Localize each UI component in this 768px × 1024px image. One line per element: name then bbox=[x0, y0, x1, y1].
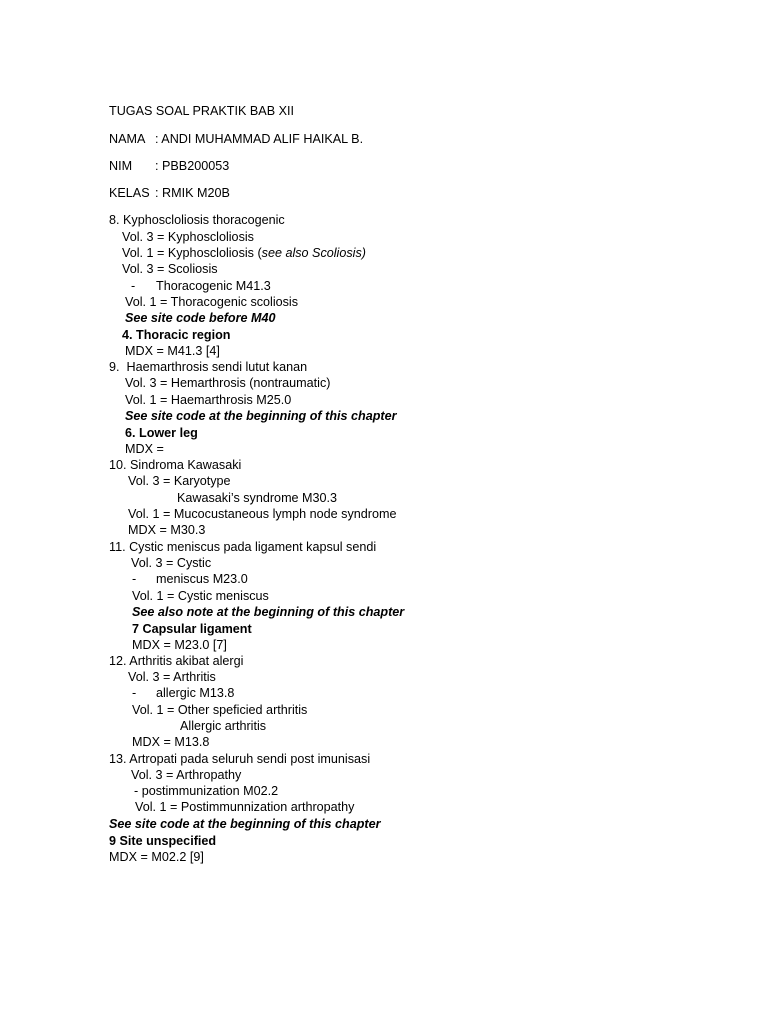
q8-line: Vol. 3 = Kyphoscloliosis bbox=[122, 230, 254, 244]
nama-label: NAMA bbox=[109, 132, 146, 146]
q8-line: Vol. 1 = Thoracogenic scoliosis bbox=[125, 295, 299, 309]
q12-mdx: MDX = M13.8 bbox=[132, 735, 210, 749]
document-title: TUGAS SOAL PRAKTIK BAB XII bbox=[109, 104, 294, 118]
q8-line-italic: see also Scoliosis) bbox=[261, 246, 366, 260]
q12-line: Vol. 1 = Other speficied arthritis bbox=[132, 703, 308, 717]
q12-heading: 12. Arthritis akibat alergi bbox=[109, 654, 244, 668]
q8-line bbox=[122, 246, 366, 261]
q11-note: See also note at the beginning of this chapter bbox=[132, 605, 405, 619]
q11-line: meniscus M23.0 bbox=[156, 572, 248, 586]
q12-line: Allergic arthritis bbox=[180, 719, 267, 733]
q9-heading: 9. Haemarthrosis sendi lutut kanan bbox=[109, 360, 308, 374]
q10-line: Vol. 3 = Karyotype bbox=[128, 474, 231, 488]
nim-label: NIM bbox=[109, 159, 133, 173]
q11-site: 7 Capsular ligament bbox=[132, 622, 252, 636]
nama-value: : ANDI MUHAMMAD ALIF HAIKAL B. bbox=[155, 132, 364, 146]
q13-line: Vol. 3 = Arthropathy bbox=[131, 768, 242, 782]
nim-value: : PBB200053 bbox=[155, 159, 230, 173]
q13-site: 9 Site unspecified bbox=[109, 834, 217, 848]
q8-line: Thoracogenic M41.3 bbox=[156, 279, 271, 293]
q8-heading: 8. Kyphoscloliosis thoracogenic bbox=[109, 213, 285, 227]
q12-line: Vol. 3 = Arthritis bbox=[128, 670, 216, 684]
q8-site: 4. Thoracic region bbox=[122, 328, 231, 342]
q11-dash: - bbox=[132, 572, 137, 586]
q9-line: Vol. 3 = Hemarthrosis (nontraumatic) bbox=[125, 376, 331, 390]
q10-line: Kawasaki’s syndrome M30.3 bbox=[177, 491, 338, 505]
q13-line: - postimmunization M02.2 bbox=[134, 784, 279, 798]
q8-mdx: MDX = M41.3 [4] bbox=[125, 344, 220, 358]
q8-line-text: Vol. 1 = Kyphoscloliosis ( bbox=[122, 246, 262, 260]
q9-site: 6. Lower leg bbox=[125, 426, 198, 440]
q10-heading: 10. Sindroma Kawasaki bbox=[109, 458, 242, 472]
q12-dash: - bbox=[132, 686, 137, 700]
kelas-label: KELAS bbox=[109, 186, 150, 200]
q13-note: See site code at the beginning of this chapter bbox=[109, 817, 381, 831]
q8-dash: - bbox=[131, 279, 136, 293]
q11-heading: 11. Cystic meniscus pada ligament kapsul sendi bbox=[109, 540, 377, 554]
q13-mdx: MDX = M02.2 [9] bbox=[109, 850, 204, 864]
q9-note: See site code at the beginning of this chapter bbox=[125, 409, 397, 423]
q10-line: Vol. 1 = Mucocustaneous lymph node syndrome bbox=[128, 507, 397, 521]
q13-line: Vol. 1 = Postimmunnization arthropathy bbox=[135, 800, 355, 814]
q11-line: Vol. 3 = Cystic bbox=[131, 556, 212, 570]
kelas-value: : RMIK M20B bbox=[155, 186, 230, 200]
q8-note: See site code before M40 bbox=[125, 311, 276, 325]
q13-heading: 13. Artropati pada seluruh sendi post imunisasi bbox=[109, 752, 371, 766]
q9-mdx: MDX = bbox=[125, 442, 164, 456]
q10-mdx: MDX = M30.3 bbox=[128, 523, 206, 537]
q8-line: Vol. 3 = Scoliosis bbox=[122, 262, 218, 276]
q11-mdx: MDX = M23.0 [7] bbox=[132, 638, 227, 652]
q9-line: Vol. 1 = Haemarthrosis M25.0 bbox=[125, 393, 292, 407]
q11-line: Vol. 1 = Cystic meniscus bbox=[132, 589, 269, 603]
q12-line: allergic M13.8 bbox=[156, 686, 235, 700]
